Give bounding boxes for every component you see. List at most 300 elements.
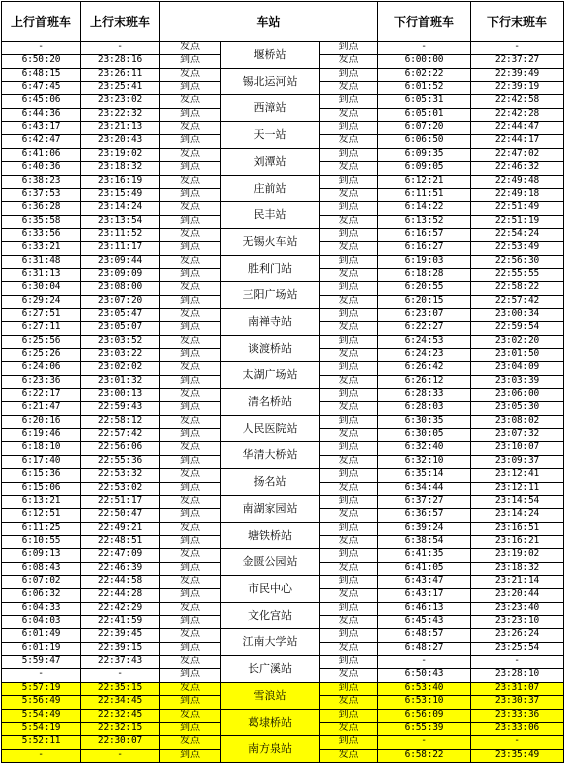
up-depart-label: 发点 xyxy=(160,229,221,242)
station-name: 民丰站 xyxy=(221,202,320,229)
down-first-arr-time: 6:02:22 xyxy=(378,69,471,82)
station-name: 文化宫站 xyxy=(221,603,320,629)
station-name: 长广溪站 xyxy=(221,656,320,683)
up-first-arr-time: 6:04:03 xyxy=(2,616,81,629)
up-last-dep-time: 23:11:52 xyxy=(81,229,160,242)
down-first-arr-time: 6:28:33 xyxy=(378,389,471,402)
up-arrive-label: 到点 xyxy=(160,402,221,416)
down-first-arr-time: 6:14:22 xyxy=(378,202,471,216)
up-arrive-label: 到点 xyxy=(160,429,221,442)
up-depart-label: 发点 xyxy=(160,42,221,55)
up-last-dep-time: 22:47:09 xyxy=(81,549,160,563)
up-first-dep-time: 6:38:23 xyxy=(2,176,81,189)
down-first-dep-time: 6:34:44 xyxy=(378,483,471,496)
up-last-dep-time: 23:02:02 xyxy=(81,362,160,376)
up-last-arr-time: 23:11:17 xyxy=(81,242,160,256)
down-arrive-label: 到点 xyxy=(320,122,378,135)
down-depart-label: 发点 xyxy=(320,55,378,69)
down-last-arr-time: 22:49:48 xyxy=(471,176,564,189)
up-first-dep-time: 6:18:10 xyxy=(2,442,81,456)
down-first-arr-time: 6:12:21 xyxy=(378,176,471,189)
down-arrive-label: 到点 xyxy=(320,229,378,242)
down-first-dep-time: 6:41:05 xyxy=(378,563,471,576)
up-last-dep-time: 23:16:19 xyxy=(81,176,160,189)
up-first-dep-time: 5:57:19 xyxy=(2,683,81,696)
up-first-arr-time: 6:40:36 xyxy=(2,162,81,176)
up-first-arr-time: 5:56:49 xyxy=(2,696,81,710)
down-arrive-label: 到点 xyxy=(320,42,378,55)
up-last-arr-time: 22:50:47 xyxy=(81,509,160,523)
up-first-arr-time: 6:42:47 xyxy=(2,135,81,149)
up-first-arr-time: 6:08:43 xyxy=(2,563,81,576)
up-last-dep-time: 22:42:29 xyxy=(81,603,160,616)
up-first-arr-time: - xyxy=(2,750,81,763)
up-last-arr-time: 22:41:59 xyxy=(81,616,160,629)
up-first-arr-time: 6:25:26 xyxy=(2,349,81,362)
up-last-dep-time: 23:21:13 xyxy=(81,122,160,135)
up-last-dep-time: 23:05:47 xyxy=(81,309,160,322)
up-first-arr-time: 6:50:20 xyxy=(2,55,81,69)
up-depart-label: 发点 xyxy=(160,416,221,429)
up-first-dep-time: 6:43:17 xyxy=(2,122,81,135)
down-arrive-label: 到点 xyxy=(320,389,378,402)
down-depart-label: 发点 xyxy=(320,376,378,389)
down-arrive-label: 到点 xyxy=(320,442,378,456)
up-first-arr-time: 6:29:24 xyxy=(2,296,81,309)
station-name: 西漳站 xyxy=(221,95,320,122)
down-first-dep-time: 6:48:27 xyxy=(378,643,471,656)
up-arrive-label: 到点 xyxy=(160,242,221,256)
down-first-arr-time: - xyxy=(378,42,471,55)
station-name: 南方泉站 xyxy=(221,736,320,763)
up-depart-label: 发点 xyxy=(160,496,221,509)
down-first-dep-time: 6:16:27 xyxy=(378,242,471,256)
down-depart-label: 发点 xyxy=(320,216,378,229)
station-name: 堰桥站 xyxy=(221,42,320,69)
down-last-arr-time: 23:10:07 xyxy=(471,442,564,456)
up-depart-label: 发点 xyxy=(160,122,221,135)
down-first-dep-time: 6:20:15 xyxy=(378,296,471,309)
up-first-arr-time: 6:35:58 xyxy=(2,216,81,229)
up-last-dep-time: 22:49:21 xyxy=(81,523,160,536)
down-first-dep-time: 6:36:57 xyxy=(378,509,471,523)
down-depart-label: 发点 xyxy=(320,696,378,710)
up-first-dep-time: 6:04:33 xyxy=(2,603,81,616)
down-first-dep-time: 6:09:05 xyxy=(378,162,471,176)
down-arrive-label: 到点 xyxy=(320,710,378,723)
station-name: 南禅寺站 xyxy=(221,309,320,336)
station-name: 刘潭站 xyxy=(221,149,320,176)
up-depart-label: 发点 xyxy=(160,256,221,269)
up-last-arr-time: 22:53:02 xyxy=(81,483,160,496)
down-first-arr-time: 6:26:42 xyxy=(378,362,471,376)
up-arrive-label: 到点 xyxy=(160,643,221,656)
down-last-arr-time: 22:54:24 xyxy=(471,229,564,242)
down-depart-label: 发点 xyxy=(320,456,378,469)
down-depart-label: 发点 xyxy=(320,135,378,149)
down-last-arr-time: 23:14:54 xyxy=(471,496,564,509)
up-last-arr-time: 23:03:22 xyxy=(81,349,160,362)
down-first-dep-time: 6:13:52 xyxy=(378,216,471,229)
station-name: 扬名站 xyxy=(221,469,320,496)
up-first-arr-time: 6:44:36 xyxy=(2,109,81,122)
down-last-arr-time: 23:12:41 xyxy=(471,469,564,483)
down-first-dep-time: 6:55:39 xyxy=(378,723,471,736)
up-arrive-label: 到点 xyxy=(160,296,221,309)
up-last-arr-time: 23:28:16 xyxy=(81,55,160,69)
up-last-dep-time: 23:14:24 xyxy=(81,202,160,216)
down-last-arr-time: 22:47:02 xyxy=(471,149,564,162)
header-down-first: 下行首班车 xyxy=(378,2,471,42)
down-depart-label: 发点 xyxy=(320,723,378,736)
up-first-dep-time: 5:54:49 xyxy=(2,710,81,723)
down-first-dep-time: 6:43:17 xyxy=(378,589,471,603)
up-arrive-label: 到点 xyxy=(160,55,221,69)
down-arrive-label: 到点 xyxy=(320,202,378,216)
down-depart-label: 发点 xyxy=(320,349,378,362)
up-last-dep-time: 22:37:43 xyxy=(81,656,160,669)
up-first-dep-time: 6:24:06 xyxy=(2,362,81,376)
down-last-dep-time: 23:09:37 xyxy=(471,456,564,469)
down-first-dep-time: 6:24:23 xyxy=(378,349,471,362)
down-last-arr-time: 23:21:14 xyxy=(471,576,564,589)
station-name: 太湖广场站 xyxy=(221,362,320,389)
up-arrive-label: 到点 xyxy=(160,216,221,229)
up-last-dep-time: 22:56:06 xyxy=(81,442,160,456)
down-depart-label: 发点 xyxy=(320,536,378,549)
down-depart-label: 发点 xyxy=(320,109,378,122)
down-arrive-label: 到点 xyxy=(320,549,378,563)
up-first-dep-time: 6:07:02 xyxy=(2,576,81,589)
up-depart-label: 发点 xyxy=(160,656,221,669)
down-depart-label: 发点 xyxy=(320,616,378,629)
down-first-arr-time: 6:35:14 xyxy=(378,469,471,483)
up-first-dep-time: 6:09:13 xyxy=(2,549,81,563)
down-first-arr-time: - xyxy=(378,736,471,750)
up-last-arr-time: 22:48:51 xyxy=(81,536,160,549)
down-first-dep-time: 6:50:43 xyxy=(378,669,471,683)
down-arrive-label: 到点 xyxy=(320,256,378,269)
down-depart-label: 发点 xyxy=(320,242,378,256)
down-last-dep-time: 23:01:50 xyxy=(471,349,564,362)
down-last-arr-time: - xyxy=(471,42,564,55)
up-first-arr-time: - xyxy=(2,669,81,683)
up-first-dep-time: 6:01:49 xyxy=(2,629,81,643)
down-last-arr-time: 22:39:49 xyxy=(471,69,564,82)
up-first-dep-time: 6:41:06 xyxy=(2,149,81,162)
down-arrive-label: 到点 xyxy=(320,683,378,696)
up-depart-label: 发点 xyxy=(160,549,221,563)
down-first-dep-time: 6:58:22 xyxy=(378,750,471,763)
down-depart-label: 发点 xyxy=(320,750,378,763)
up-last-dep-time: 23:23:02 xyxy=(81,95,160,109)
down-depart-label: 发点 xyxy=(320,669,378,683)
up-last-dep-time: 22:58:12 xyxy=(81,416,160,429)
up-last-arr-time: 22:34:45 xyxy=(81,696,160,710)
down-last-arr-time: - xyxy=(471,736,564,750)
down-last-dep-time: 22:42:28 xyxy=(471,109,564,122)
up-first-dep-time: 6:27:51 xyxy=(2,309,81,322)
down-first-dep-time: 6:28:03 xyxy=(378,402,471,416)
up-first-arr-time: 6:47:45 xyxy=(2,82,81,95)
up-depart-label: 发点 xyxy=(160,469,221,483)
down-first-dep-time: 6:26:12 xyxy=(378,376,471,389)
down-depart-label: 发点 xyxy=(320,269,378,282)
up-depart-label: 发点 xyxy=(160,736,221,750)
header-station: 车站 xyxy=(160,2,378,42)
down-depart-label: 发点 xyxy=(320,589,378,603)
down-depart-label: 发点 xyxy=(320,82,378,95)
down-last-arr-time: 23:02:20 xyxy=(471,336,564,349)
up-last-dep-time: 22:53:32 xyxy=(81,469,160,483)
down-depart-label: 发点 xyxy=(320,162,378,176)
down-last-dep-time: 23:14:24 xyxy=(471,509,564,523)
up-arrive-label: 到点 xyxy=(160,669,221,683)
down-depart-label: 发点 xyxy=(320,189,378,202)
down-last-arr-time: 22:42:58 xyxy=(471,95,564,109)
up-first-dep-time: 5:52:11 xyxy=(2,736,81,750)
up-arrive-label: 到点 xyxy=(160,483,221,496)
up-arrive-label: 到点 xyxy=(160,376,221,389)
down-arrive-label: 到点 xyxy=(320,309,378,322)
up-arrive-label: 到点 xyxy=(160,696,221,710)
up-depart-label: 发点 xyxy=(160,202,221,216)
down-last-dep-time: 22:59:54 xyxy=(471,322,564,336)
up-last-arr-time: - xyxy=(81,750,160,763)
up-arrive-label: 到点 xyxy=(160,82,221,95)
station-name: 葛埭桥站 xyxy=(221,710,320,736)
station-name: 谈渡桥站 xyxy=(221,336,320,362)
station-name: 市民中心 xyxy=(221,576,320,603)
down-last-dep-time: 22:53:49 xyxy=(471,242,564,256)
timetable xyxy=(1,1,564,763)
up-depart-label: 发点 xyxy=(160,336,221,349)
header-up-last: 上行末班车 xyxy=(81,2,160,42)
down-last-arr-time: 23:16:51 xyxy=(471,523,564,536)
down-last-dep-time: 23:05:30 xyxy=(471,402,564,416)
up-first-dep-time: 6:20:16 xyxy=(2,416,81,429)
station-name: 清名桥站 xyxy=(221,389,320,416)
down-arrive-label: 到点 xyxy=(320,603,378,616)
down-first-arr-time: 6:32:40 xyxy=(378,442,471,456)
down-last-arr-time: 23:26:24 xyxy=(471,629,564,643)
station-name: 金匮公园站 xyxy=(221,549,320,576)
down-arrive-label: 到点 xyxy=(320,69,378,82)
down-depart-label: 发点 xyxy=(320,483,378,496)
down-last-dep-time: 22:57:42 xyxy=(471,296,564,309)
up-arrive-label: 到点 xyxy=(160,162,221,176)
down-last-arr-time: 22:58:22 xyxy=(471,282,564,296)
down-last-dep-time: 22:51:19 xyxy=(471,216,564,229)
station-name: 人民医院站 xyxy=(221,416,320,442)
down-arrive-label: 到点 xyxy=(320,656,378,669)
down-last-dep-time: 22:44:17 xyxy=(471,135,564,149)
down-arrive-label: 到点 xyxy=(320,523,378,536)
down-last-arr-time: 23:06:00 xyxy=(471,389,564,402)
up-first-arr-time: 6:27:11 xyxy=(2,322,81,336)
up-arrive-label: 到点 xyxy=(160,536,221,549)
up-arrive-label: 到点 xyxy=(160,109,221,122)
down-last-dep-time: 23:33:06 xyxy=(471,723,564,736)
down-last-dep-time: 23:20:44 xyxy=(471,589,564,603)
down-last-arr-time: 23:31:07 xyxy=(471,683,564,696)
down-first-arr-time: 6:43:47 xyxy=(378,576,471,589)
up-depart-label: 发点 xyxy=(160,149,221,162)
up-first-dep-time: 6:30:04 xyxy=(2,282,81,296)
up-first-arr-time: 5:54:19 xyxy=(2,723,81,736)
down-arrive-label: 到点 xyxy=(320,629,378,643)
up-depart-label: 发点 xyxy=(160,309,221,322)
up-first-arr-time: 6:17:40 xyxy=(2,456,81,469)
up-depart-label: 发点 xyxy=(160,95,221,109)
up-last-arr-time: 23:18:32 xyxy=(81,162,160,176)
up-last-arr-time: 22:32:15 xyxy=(81,723,160,736)
header-up-first: 上行首班车 xyxy=(2,2,81,42)
down-last-dep-time: 22:39:19 xyxy=(471,82,564,95)
up-last-dep-time: 23:00:13 xyxy=(81,389,160,402)
down-last-dep-time: 23:16:21 xyxy=(471,536,564,549)
up-first-dep-time: 6:31:48 xyxy=(2,256,81,269)
down-first-arr-time: 6:20:55 xyxy=(378,282,471,296)
up-arrive-label: 到点 xyxy=(160,616,221,629)
up-first-dep-time: 6:45:06 xyxy=(2,95,81,109)
up-last-arr-time: 23:05:07 xyxy=(81,322,160,336)
up-last-dep-time: 22:39:45 xyxy=(81,629,160,643)
station-name: 南湖家园站 xyxy=(221,496,320,523)
down-first-arr-time: 6:56:09 xyxy=(378,710,471,723)
up-depart-label: 发点 xyxy=(160,576,221,589)
up-last-dep-time: 22:35:15 xyxy=(81,683,160,696)
station-name: 华清大桥站 xyxy=(221,442,320,469)
down-last-dep-time: 23:07:32 xyxy=(471,429,564,442)
up-arrive-label: 到点 xyxy=(160,456,221,469)
down-depart-label: 发点 xyxy=(320,402,378,416)
down-first-dep-time: 6:32:10 xyxy=(378,456,471,469)
down-first-arr-time: 6:19:03 xyxy=(378,256,471,269)
up-last-arr-time: 22:55:36 xyxy=(81,456,160,469)
down-last-dep-time: 22:55:55 xyxy=(471,269,564,282)
station-name: 塘铁桥站 xyxy=(221,523,320,549)
station-name: 天一站 xyxy=(221,122,320,149)
up-first-dep-time: 6:22:17 xyxy=(2,389,81,402)
up-depart-label: 发点 xyxy=(160,362,221,376)
down-first-arr-time: 6:05:31 xyxy=(378,95,471,109)
down-arrive-label: 到点 xyxy=(320,576,378,589)
down-last-dep-time: 23:30:37 xyxy=(471,696,564,710)
down-arrive-label: 到点 xyxy=(320,176,378,189)
down-depart-label: 发点 xyxy=(320,322,378,336)
up-last-dep-time: 22:30:07 xyxy=(81,736,160,750)
up-last-arr-time: 23:09:09 xyxy=(81,269,160,282)
up-first-arr-time: 6:15:06 xyxy=(2,483,81,496)
up-last-arr-time: 23:20:43 xyxy=(81,135,160,149)
station-name: 无锡火车站 xyxy=(221,229,320,256)
up-arrive-label: 到点 xyxy=(160,589,221,603)
up-last-dep-time: 23:09:44 xyxy=(81,256,160,269)
up-depart-label: 发点 xyxy=(160,389,221,402)
up-depart-label: 发点 xyxy=(160,710,221,723)
up-last-arr-time: 22:46:39 xyxy=(81,563,160,576)
station-name: 雪浪站 xyxy=(221,683,320,710)
up-first-dep-time: 6:15:36 xyxy=(2,469,81,483)
up-last-dep-time: 23:26:11 xyxy=(81,69,160,82)
up-last-arr-time: 23:07:20 xyxy=(81,296,160,309)
up-first-dep-time: 6:13:21 xyxy=(2,496,81,509)
station-name: 三阳广场站 xyxy=(221,282,320,309)
down-first-dep-time: 6:22:27 xyxy=(378,322,471,336)
up-depart-label: 发点 xyxy=(160,523,221,536)
down-depart-label: 发点 xyxy=(320,429,378,442)
down-last-dep-time: 22:37:27 xyxy=(471,55,564,69)
down-last-arr-time: 22:51:49 xyxy=(471,202,564,216)
down-arrive-label: 到点 xyxy=(320,469,378,483)
down-last-arr-time: 23:19:02 xyxy=(471,549,564,563)
down-first-arr-time: 6:53:40 xyxy=(378,683,471,696)
down-arrive-label: 到点 xyxy=(320,496,378,509)
down-first-arr-time: 6:48:57 xyxy=(378,629,471,643)
down-first-arr-time: 6:24:53 xyxy=(378,336,471,349)
up-last-dep-time: 22:32:45 xyxy=(81,710,160,723)
up-last-dep-time: 23:08:00 xyxy=(81,282,160,296)
up-last-arr-time: 23:25:41 xyxy=(81,82,160,95)
down-last-arr-time: 23:00:34 xyxy=(471,309,564,322)
up-first-arr-time: 6:23:36 xyxy=(2,376,81,389)
up-last-arr-time: 23:13:54 xyxy=(81,216,160,229)
up-first-arr-time: 6:21:47 xyxy=(2,402,81,416)
station-name: 江南大学站 xyxy=(221,629,320,656)
down-first-arr-time: 6:09:35 xyxy=(378,149,471,162)
down-arrive-label: 到点 xyxy=(320,95,378,109)
down-first-dep-time: 6:11:51 xyxy=(378,189,471,202)
down-first-dep-time: 6:00:00 xyxy=(378,55,471,69)
down-last-arr-time: 23:08:02 xyxy=(471,416,564,429)
up-last-arr-time: - xyxy=(81,669,160,683)
down-last-dep-time: 23:35:49 xyxy=(471,750,564,763)
down-first-arr-time: 6:39:24 xyxy=(378,523,471,536)
down-depart-label: 发点 xyxy=(320,296,378,309)
down-arrive-label: 到点 xyxy=(320,362,378,376)
down-first-arr-time: 6:37:27 xyxy=(378,496,471,509)
up-last-arr-time: 23:15:49 xyxy=(81,189,160,202)
down-first-dep-time: 6:01:52 xyxy=(378,82,471,95)
down-arrive-label: 到点 xyxy=(320,336,378,349)
up-first-dep-time: - xyxy=(2,42,81,55)
up-first-dep-time: 6:48:15 xyxy=(2,69,81,82)
up-arrive-label: 到点 xyxy=(160,135,221,149)
up-first-arr-time: 6:10:55 xyxy=(2,536,81,549)
up-first-dep-time: 6:25:56 xyxy=(2,336,81,349)
up-first-arr-time: 6:33:21 xyxy=(2,242,81,256)
down-depart-label: 发点 xyxy=(320,509,378,523)
down-first-dep-time: 6:30:05 xyxy=(378,429,471,442)
down-depart-label: 发点 xyxy=(320,643,378,656)
up-first-arr-time: 6:31:13 xyxy=(2,269,81,282)
down-first-arr-time: 6:41:35 xyxy=(378,549,471,563)
up-first-arr-time: 6:19:46 xyxy=(2,429,81,442)
up-last-dep-time: - xyxy=(81,42,160,55)
down-first-arr-time: 6:23:07 xyxy=(378,309,471,322)
up-arrive-label: 到点 xyxy=(160,322,221,336)
down-depart-label: 发点 xyxy=(320,563,378,576)
up-depart-label: 发点 xyxy=(160,176,221,189)
down-last-arr-time: 23:33:36 xyxy=(471,710,564,723)
down-arrive-label: 到点 xyxy=(320,416,378,429)
up-first-arr-time: 6:12:51 xyxy=(2,509,81,523)
up-arrive-label: 到点 xyxy=(160,189,221,202)
header-down-last: 下行末班车 xyxy=(471,2,564,42)
up-last-arr-time: 22:59:43 xyxy=(81,402,160,416)
up-first-arr-time: 6:37:53 xyxy=(2,189,81,202)
